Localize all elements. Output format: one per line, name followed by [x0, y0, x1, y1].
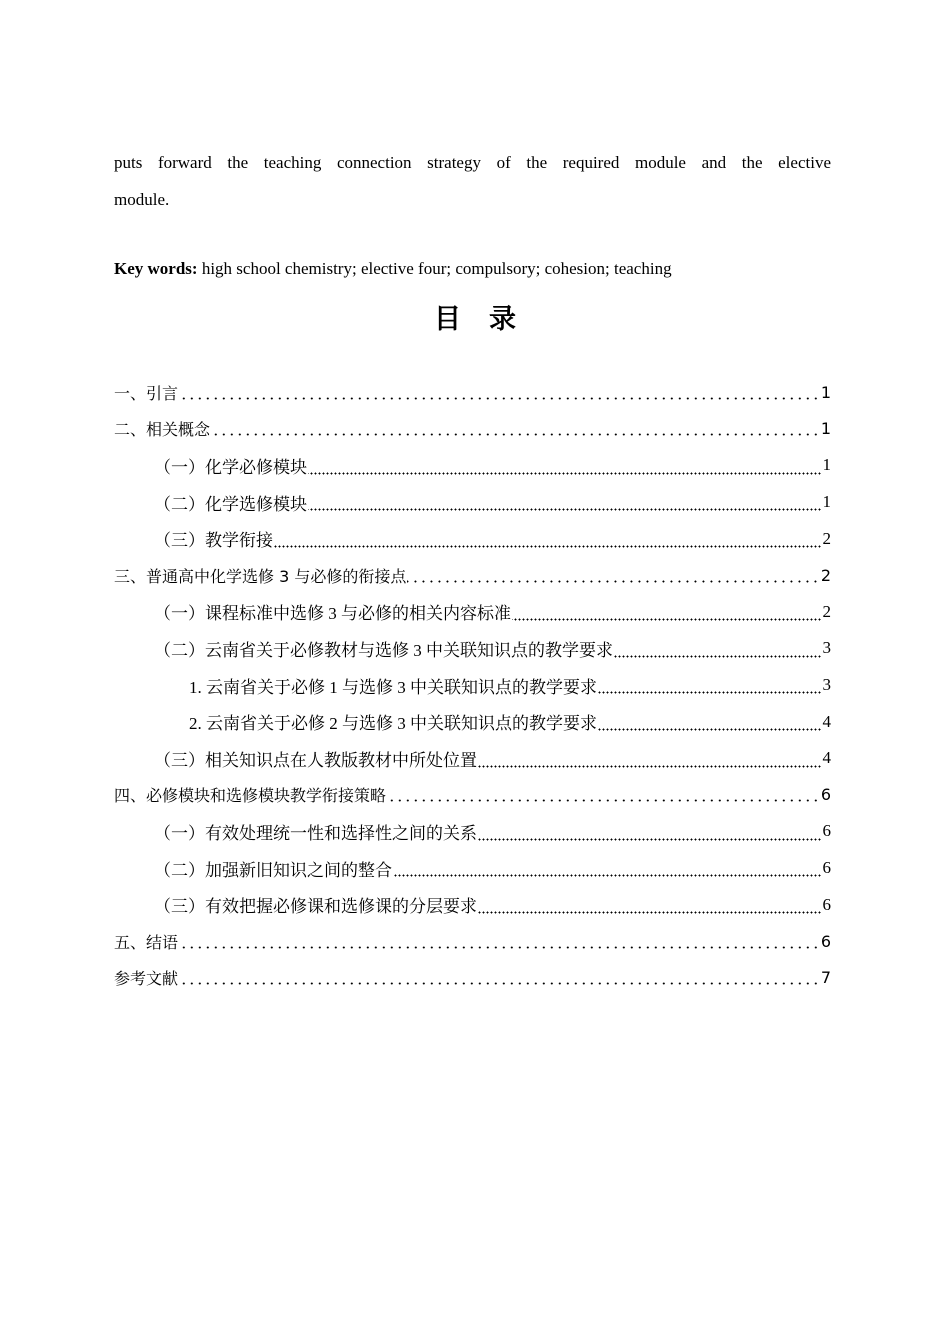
abstract-line-2: module. — [114, 190, 170, 209]
toc-entry[interactable] — [114, 813, 831, 850]
toc-entry[interactable] — [114, 850, 831, 887]
toc-entry-page: 4 — [822, 748, 831, 768]
toc-dot-leader — [478, 838, 822, 841]
toc-entry[interactable] — [114, 520, 831, 557]
toc-dot-leader — [407, 580, 819, 583]
toc-entry-label: （三）教学衔接 — [154, 531, 273, 551]
toc-dot-leader — [308, 508, 822, 511]
toc-entry[interactable] — [114, 960, 831, 997]
toc-entry-label: （三）相关知识点在人教版教材中所处位置 — [154, 750, 477, 770]
toc-entry-label: （二）加强新旧知识之间的整合 — [154, 860, 392, 880]
toc-entry-label: 四、必修模块和选修模块教学衔接策略 — [114, 786, 387, 806]
toc-entry-label: 二、相关概念 — [114, 420, 211, 440]
toc-entry-label: 1. 云南省关于必修 1 与选修 3 中关联知识点的教学要求 — [189, 677, 597, 697]
toc-entry-page: 2 — [822, 601, 831, 621]
toc-entry-label: 2. 云南省关于必修 2 与选修 3 中关联知识点的教学要求 — [189, 714, 597, 734]
toc-entry-page: 7 — [820, 968, 831, 988]
toc-entry-page: 2 — [822, 528, 831, 548]
toc-dot-leader — [387, 799, 820, 802]
toc-entry-page: 6 — [822, 894, 831, 914]
toc-dot-leader — [598, 728, 822, 731]
toc-entry-page: 2 — [820, 565, 831, 585]
toc-entry-page: 3 — [822, 675, 831, 695]
toc-dot-leader — [614, 655, 822, 658]
toc-dot-leader — [393, 874, 822, 877]
toc-entry-page: 6 — [820, 785, 831, 805]
table-of-contents — [114, 374, 831, 996]
toc-entry-page: 1 — [820, 382, 831, 402]
toc-entry[interactable] — [114, 630, 831, 667]
toc-entry[interactable] — [114, 447, 831, 484]
toc-entry-label: （一）有效处理统一性和选择性之间的关系 — [154, 823, 477, 843]
toc-entry-page: 6 — [822, 858, 831, 878]
toc-entry-label: （二）化学选修模块 — [154, 494, 307, 514]
toc-dot-leader — [598, 691, 822, 694]
toc-entry[interactable] — [114, 557, 831, 594]
toc-entry-label: 三、普通高中化学选修 3 与必修的衔接点 — [114, 566, 407, 586]
toc-entry[interactable] — [114, 374, 831, 411]
toc-entry[interactable] — [114, 703, 831, 740]
keywords-label: Key words: — [114, 259, 198, 278]
toc-entry[interactable] — [114, 886, 831, 923]
toc-entry-page: 1 — [822, 492, 831, 512]
toc-entry-page: 6 — [820, 931, 831, 951]
toc-entry-page: 1 — [822, 455, 831, 475]
toc-entry-label: （一）课程标准中选修 3 与必修的相关内容标准 — [154, 604, 511, 624]
toc-entry-label: （二）云南省关于必修教材与选修 3 中关联知识点的教学要求 — [154, 640, 613, 660]
toc-title — [0, 300, 950, 340]
toc-entry[interactable] — [114, 667, 831, 704]
toc-entry-label: 一、引言 — [114, 383, 179, 403]
toc-dot-leader — [478, 911, 822, 914]
toc-entry-page: 3 — [822, 638, 831, 658]
toc-dot-leader — [179, 397, 820, 400]
toc-title-char-1: 目 — [434, 304, 475, 335]
toc-entry[interactable] — [114, 777, 831, 814]
toc-entry-page: 6 — [822, 821, 831, 841]
toc-dot-leader — [478, 765, 822, 768]
abstract-line-1: puts forward the teaching connection strategy of the required module and the elective — [114, 153, 831, 172]
abstract-text — [114, 144, 831, 218]
toc-entry-page: 1 — [820, 419, 831, 439]
toc-entry-page: 4 — [822, 711, 831, 731]
toc-entry[interactable] — [114, 923, 831, 960]
toc-entry-label: （一）化学必修模块 — [154, 457, 307, 477]
toc-dot-leader — [211, 433, 820, 436]
toc-entry-label: （三）有效把握必修课和选修课的分层要求 — [154, 897, 477, 917]
toc-dot-leader — [179, 946, 820, 949]
toc-dot-leader — [179, 982, 820, 985]
toc-entry-label: 参考文献 — [114, 969, 179, 989]
toc-entry[interactable] — [114, 740, 831, 777]
keywords-text: high school chemistry; elective four; compulsory; cohesion; teaching — [197, 259, 672, 278]
keywords-line — [114, 254, 831, 284]
toc-entry-label: 五、结语 — [114, 932, 179, 952]
toc-entry[interactable] — [114, 484, 831, 521]
toc-title-char-2: 录 — [489, 304, 530, 335]
toc-entry[interactable] — [114, 594, 831, 631]
toc-dot-leader — [308, 472, 822, 475]
toc-entry[interactable] — [114, 411, 831, 448]
toc-dot-leader — [274, 545, 822, 548]
toc-dot-leader — [512, 618, 822, 621]
